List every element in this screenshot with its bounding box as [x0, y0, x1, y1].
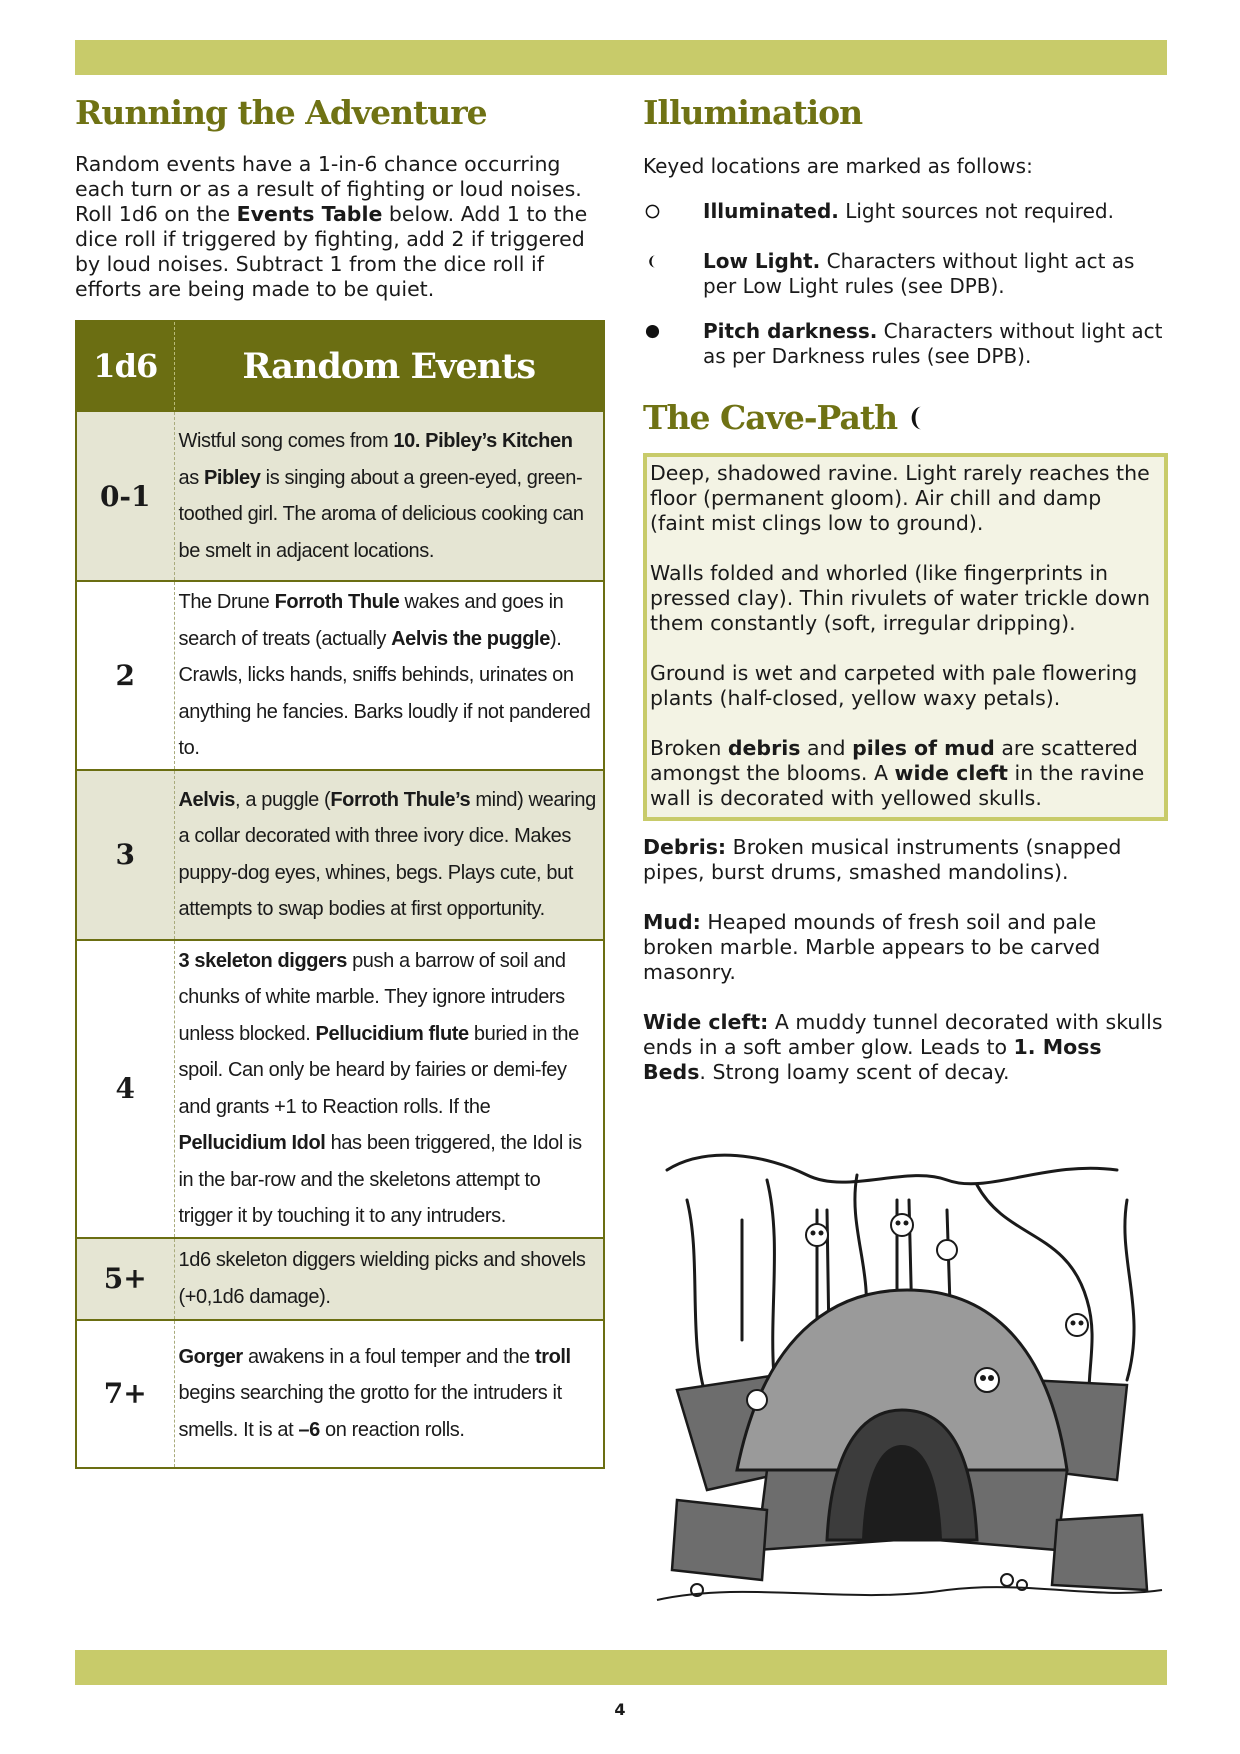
event-description: 3 skeleton diggers push a barrow of soil and chunks of white marble. They ignore intruders unless blocked. Pellucidium flute buried in the spoil. Can only be heard by fairies or demi-fey and grants +1 to Reaction rolls. If the Pellucidium Idol has been triggered, the Idol is in the bar-row and the skeletons attempt to trigger it by touching it to any intruders. [174, 940, 604, 1238]
header-band [75, 40, 1167, 75]
page-number: 4 [614, 1700, 626, 1719]
table-row [76, 770, 604, 940]
section-title-running: Running the Adventure [75, 93, 487, 132]
table-row [76, 940, 604, 1238]
open-circle-icon [645, 204, 660, 219]
cave-path-illustration [647, 1140, 1167, 1610]
roll-value: 5+ [76, 1238, 174, 1320]
half-moon-icon [645, 254, 660, 269]
table-row [76, 1320, 604, 1468]
event-description: Aelvis, a puggle (Forroth Thule’s mind) wearing a collar decorated with three ivory dice. Makes puppy-dog eyes, whines, begs. Plays cute, but attempts to swap bodies at first opportunity. [174, 770, 604, 940]
event-description: Gorger awakens in a foul temper and the troll begins searching the grotto for the intruders it smells. It is at –6 on reaction rolls. [174, 1320, 604, 1468]
read-aloud-box: Deep, shadowed ravine. Light rarely reaches the floor (permanent gloom). Air chill and damp (faint mist clings low to ground). Walls folded and whorled (like fingerprints in pressed clay). Thin rivulets of water trickle down them constantly (soft, irregular dripping). Ground is wet and carpeted with pale flowering plants (half-closed, yellow waxy petals). Broken debris and piles of mud are scattered amongst the blooms. A wide cleft in the ravine wall is decorated with yellowed skulls. [643, 453, 1168, 821]
column-header-events: Random Events [174, 321, 604, 411]
table-row [76, 581, 604, 770]
random-events-table [75, 320, 605, 1469]
table-row [76, 411, 604, 581]
definition-wide-cleft: Wide cleft: A muddy tunnel decorated with skulls ends in a soft amber glow. Leads to 1. Moss Beds. Strong loamy scent of decay. [643, 1010, 1163, 1084]
roll-value: 7+ [76, 1320, 174, 1468]
feature-definitions [643, 835, 1168, 1085]
roll-value: 2 [76, 581, 174, 770]
section-title-cave-path: The Cave-Path [643, 398, 898, 437]
definition-debris: Debris: Broken musical instruments (snapped pipes, burst drums, smashed mandolins). [643, 835, 1122, 884]
table-row [76, 1238, 604, 1320]
event-description: Wistful song comes from 10. Pibley’s Kitchen as Pibley is singing about a green-eyed, green-toothed girl. The aroma of delicious cooking can be smelt in adjacent locations. [174, 411, 604, 581]
definition-mud: Mud: Heaped mounds of fresh soil and pale broken marble. Marble appears to be carved masonry. [643, 910, 1101, 984]
illumination-lead: Keyed locations are marked as follows: [643, 154, 1033, 178]
half-moon-icon [907, 405, 925, 431]
roll-value: 4 [76, 940, 174, 1238]
illumination-item: Low Light. Characters without light act as per Low Light rules (see DPB). [643, 249, 1168, 299]
left-column [75, 90, 605, 1441]
footer-band [75, 1650, 1167, 1685]
event-description: The Drune Forroth Thule wakes and goes in search of treats (actually Aelvis the puggle). Crawls, licks hands, sniffs behinds, urinates on anything he fancies. Barks loudly if not pandered to. [174, 581, 604, 770]
roll-value: 3 [76, 770, 174, 940]
right-column [643, 90, 1168, 1085]
filled-circle-icon [645, 324, 660, 339]
roll-value: 0-1 [76, 411, 174, 581]
illumination-item: Pitch darkness. Characters without light act as per Darkness rules (see DPB). [643, 319, 1168, 369]
column-header-dice: 1d6 [76, 321, 174, 411]
cave-path-heading [643, 395, 1168, 445]
section-title-illumination: Illumination [643, 93, 863, 132]
event-description: 1d6 skeleton diggers wielding picks and shovels (+0,1d6 damage). [174, 1238, 604, 1320]
intro-paragraph: Random events have a 1-in-6 chance occurring each turn or as a result of fighting or loud noises. Roll 1d6 on the Events Table below. Add 1 to the dice roll if triggered by fighting, add 2 if triggered by loud noises. Subtract 1 from the dice roll if efforts are being made to be quiet. [75, 152, 588, 301]
illumination-item: Illuminated. Light sources not required. [643, 199, 1168, 224]
